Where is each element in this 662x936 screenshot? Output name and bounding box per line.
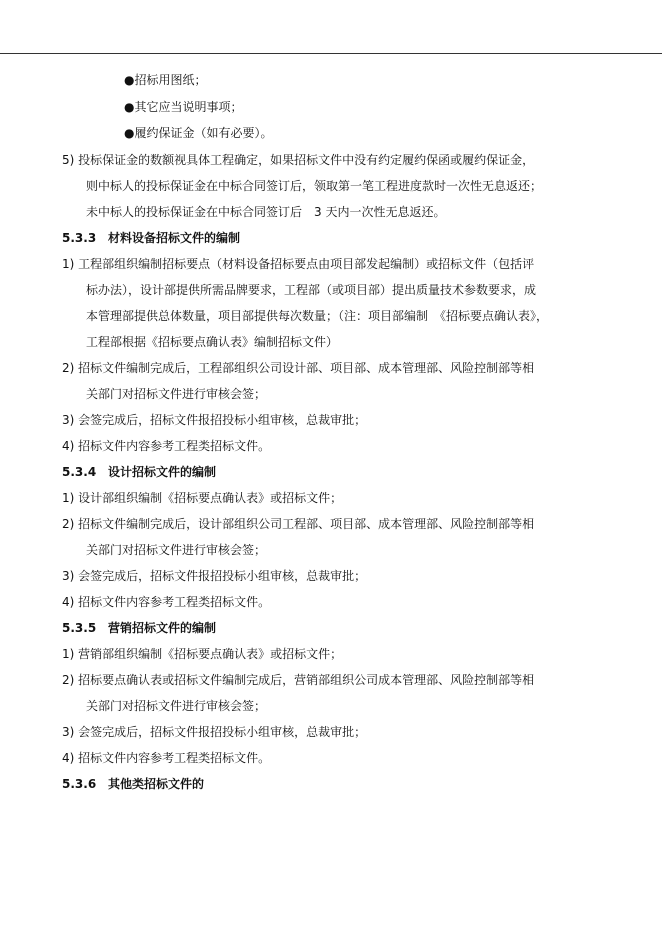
item-continuation: 未中标人的投标保证金在中标合同签订后 3 天内一次性无息返还。 bbox=[86, 205, 446, 219]
list-item bbox=[62, 412, 366, 428]
item-number: 1) bbox=[62, 491, 75, 505]
item-text: 工程部组织编制招标要点（材料设备招标要点由项目部发起编制）或招标文件（包括评 bbox=[78, 257, 535, 271]
header-rule bbox=[0, 53, 662, 54]
list-item bbox=[62, 672, 534, 688]
item-text: 投标保证金的数额视具体工程确定，如果招标文件中没有约定履约保函或履约保证金， bbox=[78, 153, 535, 167]
bullet-other-matters: ●其它应当说明事项； bbox=[124, 100, 243, 114]
item-number: 4) bbox=[62, 595, 75, 609]
item-number: 2) bbox=[62, 517, 75, 531]
list-item bbox=[62, 646, 342, 662]
item-number: 1) bbox=[62, 647, 75, 661]
item-text: 会签完成后，招标文件报招投标小组审核，总裁审批； bbox=[78, 725, 367, 739]
item-text: 设计部组织编制《招标要点确认表》或招标文件； bbox=[78, 491, 343, 505]
item-continuation: 关部门对招标文件进行审核会签； bbox=[86, 543, 267, 557]
list-item bbox=[62, 516, 534, 532]
item-continuation: 关部门对招标文件进行审核会签； bbox=[86, 699, 267, 713]
item-number: 2) bbox=[62, 361, 75, 375]
section-heading-5-3-4 bbox=[62, 464, 216, 480]
item-text: 招标文件内容参考工程类招标文件。 bbox=[78, 439, 271, 453]
item-text: 会签完成后，招标文件报招投标小组审核，总裁审批； bbox=[78, 569, 367, 583]
item-continuation: 关部门对招标文件进行审核会签； bbox=[86, 387, 267, 401]
bullet-performance-bond: ●履约保证金（如有必要）。 bbox=[124, 126, 273, 140]
section-title: 营销招标文件的编制 bbox=[108, 621, 217, 635]
item-text: 招标文件内容参考工程类招标文件。 bbox=[78, 751, 271, 765]
list-item bbox=[62, 256, 534, 272]
bullet-drawings: ●招标用图纸； bbox=[124, 73, 207, 87]
section-title: 设计招标文件的编制 bbox=[108, 465, 217, 479]
section-number: 5.3.4 bbox=[62, 465, 97, 479]
item-number: 4) bbox=[62, 439, 75, 453]
list-item bbox=[62, 568, 366, 584]
section-heading-5-3-6 bbox=[62, 776, 204, 792]
item-continuation: 标办法），设计部提供所需品牌要求，工程部（或项目部）提出质量技术参数要求，成 bbox=[86, 283, 537, 297]
item-number: 3) bbox=[62, 569, 75, 583]
list-item bbox=[62, 724, 366, 740]
item-text: 招标要点确认表或招标文件编制完成后，营销部组织公司成本管理部、风险控制部等相 bbox=[78, 673, 535, 687]
section-number: 5.3.3 bbox=[62, 231, 97, 245]
item-text: 招标文件内容参考工程类招标文件。 bbox=[78, 595, 271, 609]
item-text: 营销部组织编制《招标要点确认表》或招标文件； bbox=[78, 647, 343, 661]
item-text: 招标文件编制完成后，工程部组织公司设计部、项目部、成本管理部、风险控制部等相 bbox=[78, 361, 535, 375]
section-title: 材料设备招标文件的编制 bbox=[108, 231, 241, 245]
item-number: 3) bbox=[62, 413, 75, 427]
item-number: 3) bbox=[62, 725, 75, 739]
list-item bbox=[62, 152, 534, 168]
item-number: 5) bbox=[62, 153, 75, 167]
section-heading-5-3-3 bbox=[62, 230, 240, 246]
item-continuation: 工程部根据《招标要点确认表》编制招标文件） bbox=[86, 335, 339, 349]
item-text: 会签完成后，招标文件报招投标小组审核，总裁审批； bbox=[78, 413, 367, 427]
section-number: 5.3.5 bbox=[62, 621, 97, 635]
item-continuation: 则中标人的投标保证金在中标合同签订后，领取第一笔工程进度款时一次性无息返还； bbox=[86, 179, 543, 193]
item-continuation: 本管理部提供总体数量，项目部提供每次数量；（注：项目部编制 《招标要点确认表》， bbox=[86, 309, 549, 323]
list-item bbox=[62, 438, 270, 454]
section-title: 其他类招标文件的 bbox=[108, 777, 205, 791]
list-item bbox=[62, 490, 342, 506]
item-number: 1) bbox=[62, 257, 75, 271]
section-number: 5.3.6 bbox=[62, 777, 97, 791]
list-item bbox=[62, 750, 270, 766]
item-number: 2) bbox=[62, 673, 75, 687]
list-item bbox=[62, 594, 270, 610]
list-item bbox=[62, 360, 534, 376]
section-heading-5-3-5 bbox=[62, 620, 216, 636]
item-number: 4) bbox=[62, 751, 75, 765]
item-text: 招标文件编制完成后，设计部组织公司工程部、项目部、成本管理部、风险控制部等相 bbox=[78, 517, 535, 531]
